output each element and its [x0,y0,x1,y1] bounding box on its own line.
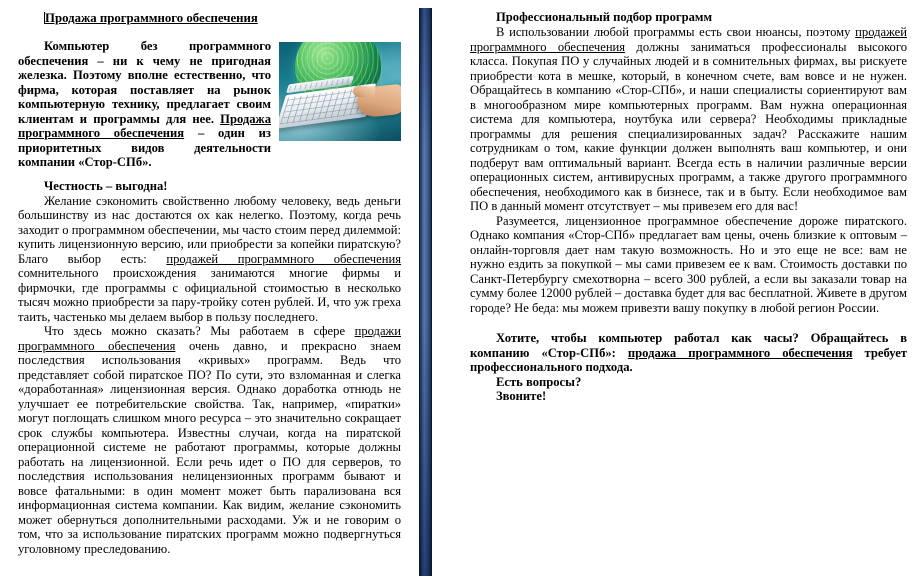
paragraph-closing-part1: Хотите, чтобы компьютер работал как часы? Обращайтесь в компанию «Стор-СПб»: [470,331,907,360]
left-text-column [18,0,401,556]
line-questions: Есть вопросы? [496,374,582,389]
inline-link-prodazha-po[interactable]: Продажа программного обеспечения [18,111,271,140]
paragraph-pricing: Разумеется, лицензионное программное обеспечение дороже пиратского. Однако компания «Стор-СПб» предлагает вам цены, очень близкие к оптовым – онлайн-торговля дает нам такую возможность. Но и это еще не все: вам не нужно ездить за покупкой – мы сами привезем ее к вам. Стоимость доставки по Санкт-Петербургу смехотворна – всего 300 рублей, а если вы заказали товар на сумму более 12000 рублей – доставка будет для вас бесплатной. Живете в другом городе? Не беда: мы можем привезти вашу покупку в любой регион России. [470,213,907,315]
heading-professional-podbor: Профессиональный подбор программ [496,10,713,24]
inline-link-prodazha-po-closing[interactable]: продажа программного обеспечения [627,345,853,360]
inline-link-prodazhey-po-right[interactable]: продажей программного обеспечения [470,25,907,54]
paragraph-selection-part2: должны заниматься профессионалы высокого класса. Покупая ПО у случайных людей и в сомнительных фирмах, вы рискуете приобрести кота в мешке, который, в конечном счете, вам вовсе и не нужен. Обращайтесь в компанию «Стор-СПб», и наши специалисты сориентируют вам в многообразном мире компьютерных программ. Вам нужна операционная система для компьютера, ноутбука или сервера? Необходимы прикладные программы для решения специализированных задач? Расскажите нашим сотрудникам о том, какие функции должен выполнять ваш компьютер, и они подберут вам оптимальный вариант. Всегда есть в наличии различные версии операционных систем, антивирусных программ, а также другого программного обеспечения, необходимого как в бизнесе, так и в быту. Если необходимое вам ПО в данный момент отсутствует – мы привезем его для вас! [470,39,907,213]
right-text-column [470,0,907,404]
spacer [18,26,401,39]
keyboard-hand-globe-illustration [279,42,401,141]
paragraph-experience [18,324,401,556]
inline-link-prodazhi-po[interactable]: продажи программного обеспечения [18,324,401,353]
paragraph-closing [470,331,907,375]
paragraph-honesty [18,194,401,325]
page-title [18,10,401,26]
paragraph-intro-part2: – один из приоритетных видов деятельности компании «Стор-СПб». [18,126,271,169]
paragraph-intro-part1: Компьютер без программного обеспечения – ни к чему не пригодная железка. Поэтому вполне естественно, что фирма, которая поставляет на рынок компьютерную технику, предлагает своим клиентам и программы для нее. [18,39,271,126]
line-call: Звоните! [496,389,547,403]
paragraph-experience-part2: очень давно, и прекрасно знаем последствия использования «кривых» программ. Ведь что представляет собой пиратское ПО? По сути, это взломанная и слегка «доработанная» лицензионная версия. Однако доработка отнюдь не улучшает ее потребительские свойства. Так, например, «пиратки» могут поглощать слишком много ресурса – это значительно сокращает срок службы компьютера. Известны случаи, когда на пиратской операционной системе не работают программы, которые должны работать на лицензионной. Если речь идет о ПО для серверов, то последствия использования нелицензионных программ бывают и вовсе фатальными: в один момент может быть парализована вся информационная система компании. Как видим, желание сэкономить может обернуться дополнительными расходами. Уж и не говорим о том, что за использование пиратских программ можно подвергнуться уголовному преследованию. [18,338,402,556]
paragraph-closing-part2: требует профессионального подхода. [470,345,907,374]
paragraph-honesty-part1: Желание сэкономить свойственно любому человеку, ведь деньги большинству из нас достаются ох как нелегко. Поэтому, когда речь заходит о программном обеспечении, мы часто стоим перед дилеммой: купить лицензионную версию, или приобрести за копейки пиратскую? Благо выбор есть: [18,193,401,266]
page-title-text: Продажа программного обеспечения [45,11,258,25]
paragraph-selection [470,25,907,214]
heading-chestnost: Честность – выгодна! [44,178,168,193]
spacer [470,315,907,331]
paragraph-experience-part1: Что здесь можно сказать? Мы работаем в сфере [44,324,355,338]
column-divider-bar [419,8,432,576]
inline-link-prodazhey-po[interactable]: продажей программного обеспечения [166,251,401,266]
spacer [18,170,401,179]
paragraph-selection-part1: В использовании любой программы есть свои нюансы, поэтому [496,25,856,39]
finger-graphic [353,85,376,98]
paragraph-honesty-part2: сомнительного происхождения занимаются многие фирмы и фирмочки, где программы с официальной стоимостью в несколько тысяч можно приобрести за пару-тройку сотен рублей. И, что уж греха таить, частенько мы делаем выбор в пользу последнего. [18,266,401,324]
